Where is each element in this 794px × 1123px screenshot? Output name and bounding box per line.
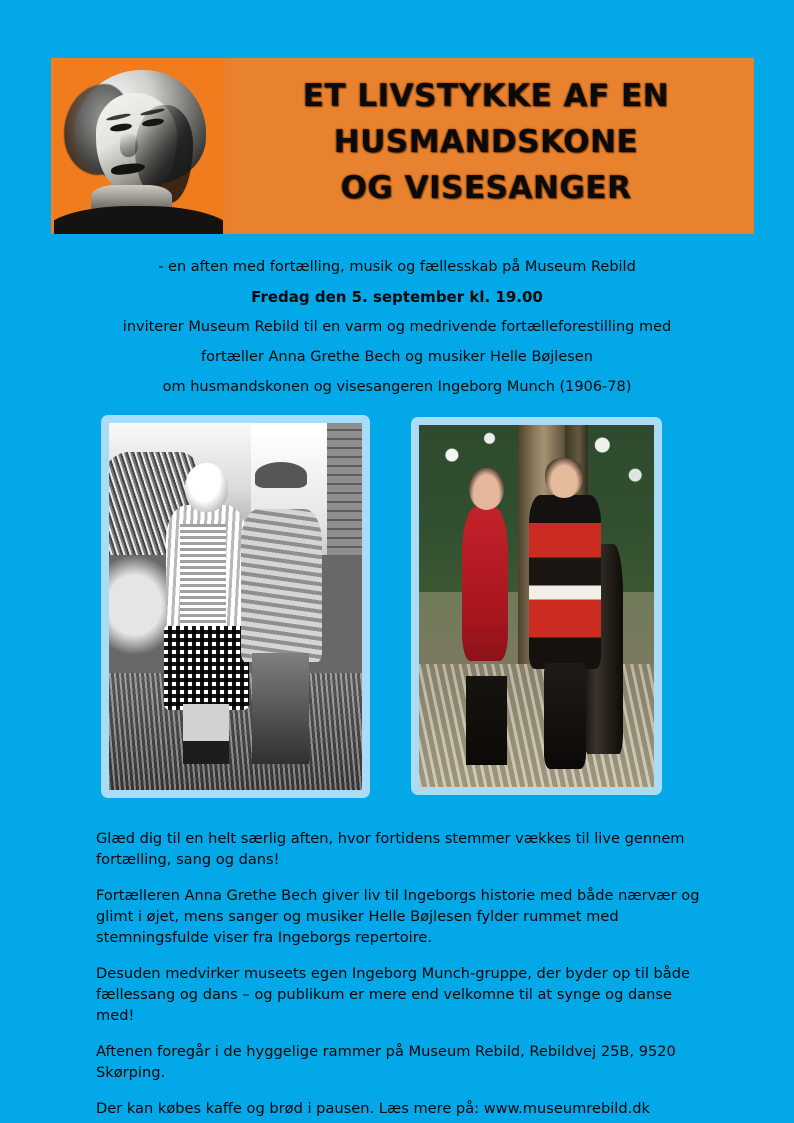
- figure-man-hat: [255, 462, 307, 488]
- figure-woman-skirt: [164, 626, 249, 710]
- portrait-image-container: [51, 58, 226, 234]
- historic-photo-content: [109, 423, 362, 790]
- body-paragraph-3: Desuden medvirker museets egen Ingeborg Munch-gruppe, der byder op til både fællessang og dans – og publikum er mere end velkomne til at synge og danse med!: [96, 965, 690, 1024]
- body-paragraph-2: Fortælleren Anna Grethe Bech giver liv til Ingeborgs historie med både nærvær og glimt i øjet, mens sanger og musiker Helle Bøjlesen fylder rummet med stemningsfulde viser fra Ingeborgs repertoire.: [96, 887, 700, 946]
- performer-left-head: [469, 468, 504, 510]
- poster-title-line-2: HUSMANDSKONE: [333, 124, 639, 161]
- performer-left-red-scarf: [462, 507, 509, 661]
- photo-figure-man: [241, 471, 322, 765]
- photo-performer-left: [452, 468, 523, 765]
- header-banner: [51, 58, 754, 234]
- intro-line-1: - en aften med fortælling, musik og fællesskab på Museum Rebild: [158, 259, 636, 275]
- performer-left-legs: [466, 676, 507, 765]
- performer-right-boots: [544, 663, 586, 769]
- photo-brick: [327, 423, 362, 555]
- event-date-line: Fredag den 5. september kl. 19.00: [251, 288, 543, 306]
- poster-title-line-3: OG VISESANGER: [340, 169, 632, 206]
- performers-photo-content: [419, 425, 654, 787]
- figure-woman-head: [185, 463, 228, 511]
- historic-photo-two-people: [101, 415, 370, 798]
- intro-line-4: fortæller Anna Grethe Bech og musiker Helle Bøjlesen: [201, 349, 593, 365]
- body-text-block: [96, 828, 710, 1119]
- photo-figure-woman: [162, 463, 251, 764]
- body-paragraph-5: Der kan købes kaffe og brød i pausen. Læs mere på: www.museumrebild.dk: [96, 1100, 650, 1117]
- figure-man-coat: [241, 509, 322, 662]
- figure-woman-legs: [183, 704, 229, 764]
- portrait-shoulders: [54, 206, 223, 234]
- intro-line-5: om husmandskonen og visesangeren Ingeborg Munch (1906-78): [162, 379, 632, 395]
- body-paragraph-4: Aftenen foregår i de hyggelige rammer på Museum Rebild, Rebildvej 25B, 9520 Skørping.: [96, 1043, 676, 1081]
- performers-photo-winter-forest: [411, 417, 662, 795]
- intro-text-block: [0, 252, 794, 402]
- photo-performer-right: [527, 458, 602, 769]
- figure-man-trousers: [252, 653, 309, 765]
- ingeborg-munch-portrait: [54, 60, 223, 234]
- poster-title-line-1: ET LIVSTYKKE AF EN: [302, 78, 670, 115]
- intro-line-3: inviterer Museum Rebild til en varm og medrivende fortælleforestilling med: [122, 319, 672, 335]
- performer-right-head: [545, 458, 583, 498]
- photo-row: [0, 415, 794, 805]
- body-paragraph-1: Glæd dig til en helt særlig aften, hvor fortidens stemmer vækkes til live gennem fortælling, sang og dans!: [96, 830, 685, 868]
- poster-title-block: [226, 58, 754, 234]
- performer-right-jacket: [529, 495, 601, 669]
